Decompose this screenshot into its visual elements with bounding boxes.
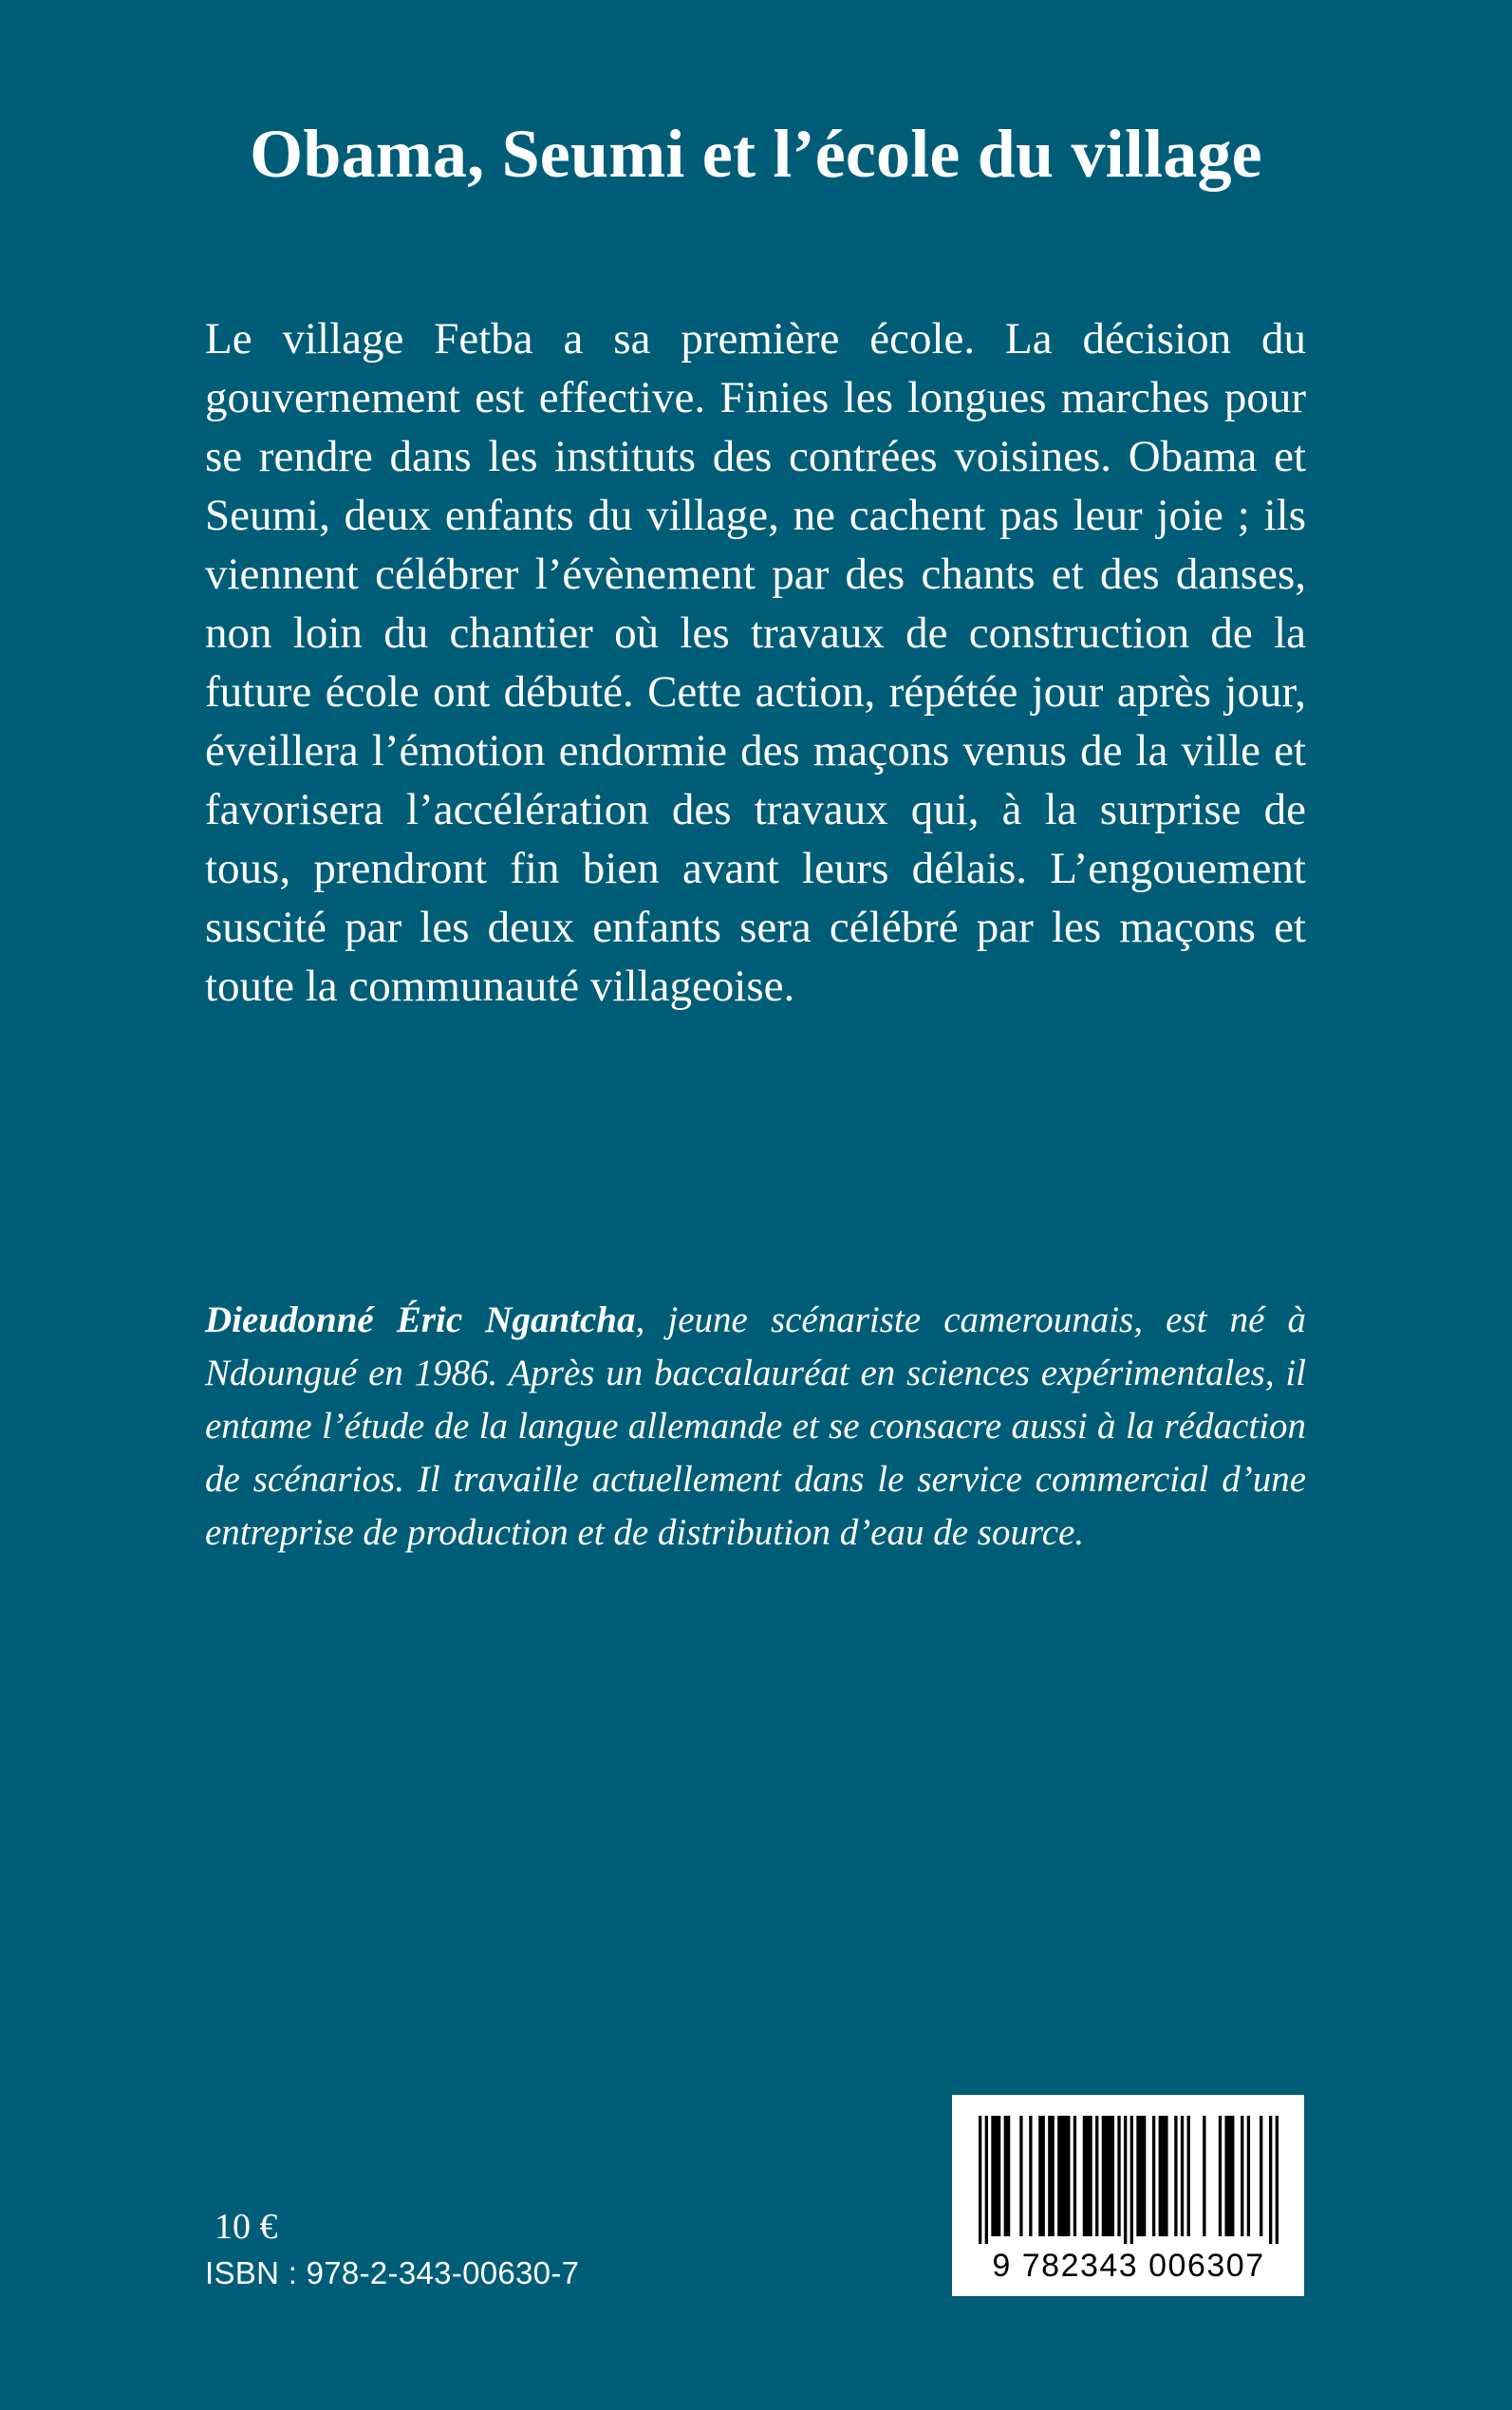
barcode-bar <box>1187 2116 1190 2236</box>
barcode-bar <box>1247 2116 1250 2236</box>
barcode-bar <box>1241 2116 1243 2236</box>
barcode-bar <box>1152 2116 1155 2236</box>
barcode-bar <box>1073 2116 1076 2236</box>
barcode-bar <box>1048 2116 1055 2236</box>
book-title: Obama, Seumi et l’école du village <box>250 116 1262 192</box>
barcode-bar <box>1203 2116 1205 2236</box>
price-label: 10 € <box>215 2207 278 2247</box>
barcode-bar <box>1181 2116 1184 2236</box>
barcode-bar <box>979 2116 981 2244</box>
author-name: Dieudonné Éric Ngantcha <box>205 1299 636 1340</box>
barcode-bar <box>1004 2116 1011 2236</box>
barcode-bar <box>1219 2116 1222 2236</box>
barcode-bar <box>1038 2116 1045 2236</box>
barcode-bar <box>1029 2116 1032 2236</box>
author-bio-text: , jeune scénariste camerounais, est né à Ndoungué en 1986. Après un baccalauréat en sciences expérimentales, il entame l’étude de la langue allemande et se consacre aussi à la rédaction de scénarios. Il travaille actuellement dans le service commercial d’une entreprise de production et de distribution d’eau de source. <box>205 1299 1307 1553</box>
barcode-bars <box>979 2116 1279 2244</box>
barcode-bar <box>1276 2116 1279 2244</box>
barcode-bar <box>1117 2116 1120 2236</box>
barcode-bar <box>1136 2116 1146 2236</box>
barcode-bar <box>1159 2116 1168 2236</box>
isbn-label: ISBN : 978-2-343-00630-7 <box>205 2255 580 2290</box>
barcode-bar <box>1019 2116 1022 2236</box>
barcode-bar <box>1102 2116 1114 2236</box>
barcode-bar <box>1130 2116 1133 2244</box>
barcode-bar <box>1224 2116 1234 2236</box>
barcode-bar <box>985 2116 988 2244</box>
barcode-digits: 9 782343 006307 <box>992 2248 1265 2284</box>
barcode <box>952 2095 1304 2296</box>
barcode-bar <box>1095 2116 1098 2236</box>
barcode-bar <box>1260 2116 1262 2236</box>
author-bio <box>205 1294 1306 1560</box>
barcode-bar <box>1083 2116 1092 2236</box>
barcode-bar <box>991 2116 1000 2236</box>
barcode-bar <box>1057 2116 1070 2236</box>
barcode-bar <box>1174 2116 1177 2236</box>
synopsis-paragraph: Le village Fetba a sa première école. La décision du gouvernement est effective. Finies les longues marches pour se rendre dans les instituts des contrées voisines. Obama et Seumi, deux enfants du village, ne cachent pas leur joie ; ils viennent célébrer l’évènement par des chants et des danses, non loin du chantier où les travaux de construction de la future école ont débuté. Cette action, répétée jour après jour, éveillera l’émotion endormie des maçons venus de la ville et favorisera l’accélération des travaux qui, à la surprise de tous, prendront fin bien avant leurs délais. L’engouement suscité par les deux enfants sera célébré par les maçons et toute la communauté villageoise. <box>205 314 1306 1011</box>
barcode-bar <box>1124 2116 1127 2244</box>
barcode-bar <box>1269 2116 1272 2244</box>
